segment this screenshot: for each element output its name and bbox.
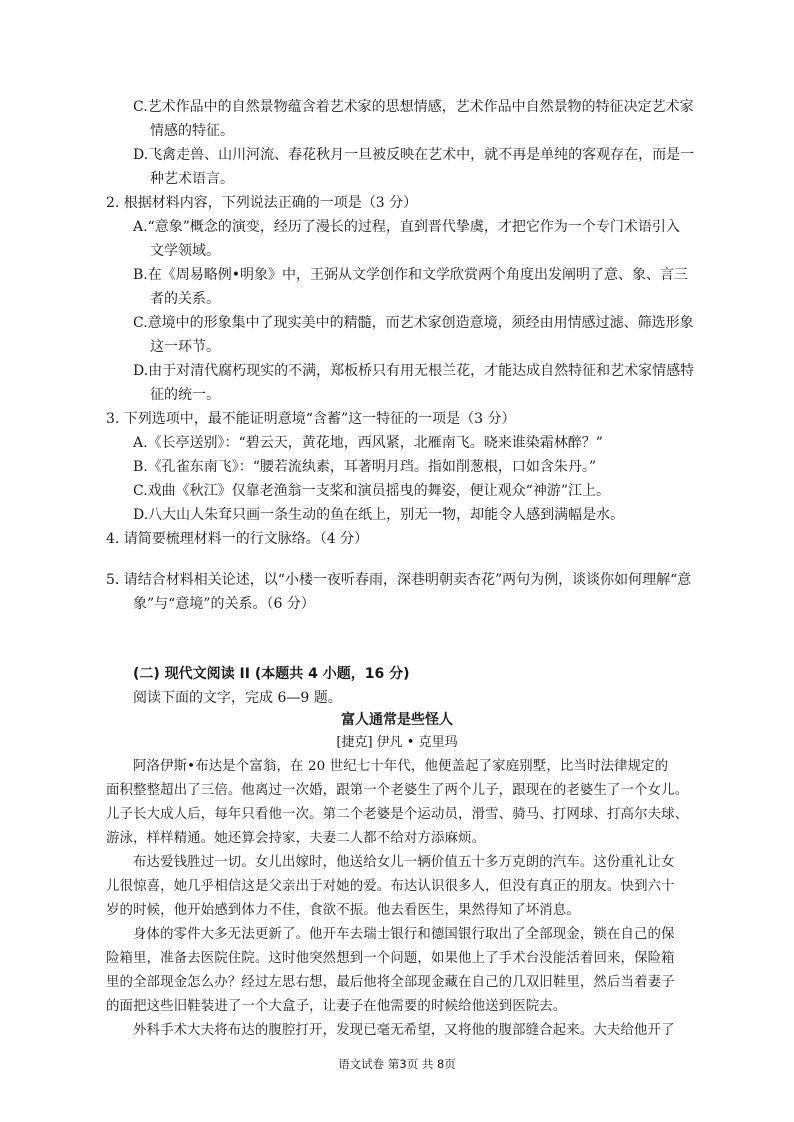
question-4-stem: 4. 请简要梳理材料一的行文脉络。（4 分） — [106, 531, 369, 547]
q3-option-d: D.八大山人朱耷只画一条生动的鱼在纸上，别无一物，却能令人感到满幅是水。 — [133, 507, 625, 523]
q3-option-a: A.《长亭送别》：“碧云天，黄花地，西风紧，北雁南飞。晓来谁染霜林醉？” — [133, 435, 603, 451]
q2-option-d-line1: D.由于对清代腐朽现实的不满，郑板桥只有用无根兰花，才能达成自然特征和艺术家情感特 — [133, 363, 695, 379]
q2-option-b-line1: B.在《周易略例•明象》中，王弼从文学创作和文学欣赏两个角度出发阐明了意、象、言三 — [133, 267, 688, 283]
story-p1-line4: 游泳，样样精通。她还算会持家，夫妻二人都不给对方添麻烦。 — [106, 831, 486, 846]
story-author: [捷克] 伊凡 • 克里玛 — [336, 735, 458, 750]
q1-option-c-line2: 情感的特征。 — [150, 123, 234, 139]
question-2-stem: 2. 根据材料内容，下列说法正确的一项是（3 分） — [106, 195, 418, 211]
q2-option-d-line2: 征的统一。 — [150, 387, 220, 403]
story-p1-line2: 面积整整超出了三倍。他离过一次婚，跟第一个老婆生了两个儿子，跟现在的老婆生了一个女儿。 — [106, 783, 689, 798]
page-footer: 语文试卷 第3页 共 8页 — [338, 1057, 456, 1071]
story-p4-line1: 外科手术大夫将布达的腹腔打开，发现已毫无希望，又将他的腹部缝合起来。大夫给他开了 — [133, 1023, 675, 1038]
q2-option-a-line1: A.“意象”概念的演变，经历了漫长的过程，直到晋代挚虞，才把它作为一个专门术语引入 — [133, 219, 680, 235]
section-title: (二) 现代文阅读 II (本题共 4 小题，16 分) — [133, 666, 410, 682]
story-p3-line1: 身体的零件大多无法更新了。他开车去瑞士银行和德国银行取出了全部现金，锁在自己的保 — [133, 927, 675, 942]
story-p3-line2: 险箱里，准备去医院住院。这时他突然想到一个问题，如果他上了手术台没能活着回来，保险箱 — [106, 951, 675, 966]
q1-option-d-line2: 种艺术语言。 — [150, 171, 234, 187]
story-p2-line1: 布达爱钱胜过一切。女儿出嫁时，他送给女儿一辆价值五十多万克朗的汽车。这份重礼让女 — [133, 855, 675, 870]
section-instruction: 阅读下面的文字，完成 6—9 题。 — [133, 690, 342, 706]
q2-option-c-line1: C.意境中的形象集中了现实美中的精髓，而艺术家创造意境，须经由用情感过滤、筛选形象 — [133, 315, 694, 331]
story-p3-line4: 的面把这些旧鞋装进了一个大盒子，让妻子在他需要的时候给他送到医院去。 — [106, 999, 567, 1014]
story-p3-line3: 里的全部现金怎么办？经过左思右想，最后他将全部现金藏在自己的几双旧鞋里，然后当着妻子 — [106, 975, 675, 990]
story-p1-line3: 儿子长大成人后，每年只看他一次。第二个老婆是个运动员，滑雪、骑马、打网球、打高尔夫球、 — [106, 807, 689, 822]
q1-option-d-line1: D.飞禽走兽、山川河流、春花秋月一旦被反映在艺术中，就不再是单纯的客观存在，而是一 — [133, 147, 695, 163]
question-3-stem: 3. 下列选项中，最不能证明意境“含蓄”这一特征的一项是（3 分） — [106, 411, 516, 427]
q1-option-c-line1: C.艺术作品中的自然景物蕴含着艺术家的思想情感，艺术作品中自然景物的特征决定艺术家 — [133, 99, 694, 115]
story-p1-line1: 阿洛伊斯•布达是个富翁，在 20 世纪七十年代，他便盖起了家庭别墅，比当时法律规定的 — [133, 759, 669, 774]
story-p2-line2: 儿很惊喜，她几乎相信这是父亲出于对她的爱。布达认识很多人，但没有真正的朋友。快到六十 — [106, 879, 675, 894]
q2-option-c-line2: 这一环节。 — [150, 339, 220, 355]
q3-option-b: B.《孔雀东南飞》：“腰若流纨素，耳著明月珰。指如削葱根，口如含朱丹。” — [133, 459, 597, 475]
q3-option-c: C.戏曲《秋江》仅靠老渔翁一支桨和演员摇曳的舞姿，便让观众“神游”江上。 — [133, 483, 610, 499]
question-5-line2: 象”与“意境”的关系。（6 分） — [133, 596, 315, 612]
q2-option-a-line2: 文学领域。 — [150, 243, 220, 259]
story-title: 富人通常是些怪人 — [341, 712, 453, 728]
story-p2-line3: 岁的时候，他开始感到体力不佳，食欲不振。他去看医生，果然得知了坏消息。 — [106, 903, 580, 918]
q2-option-b-line2: 者的关系。 — [150, 291, 220, 307]
question-5-line1: 5. 请结合材料相关论述，以“小楼一夜听春雨，深巷明朝卖杏花”两句为例，谈谈你如何理解“意 — [106, 572, 692, 588]
